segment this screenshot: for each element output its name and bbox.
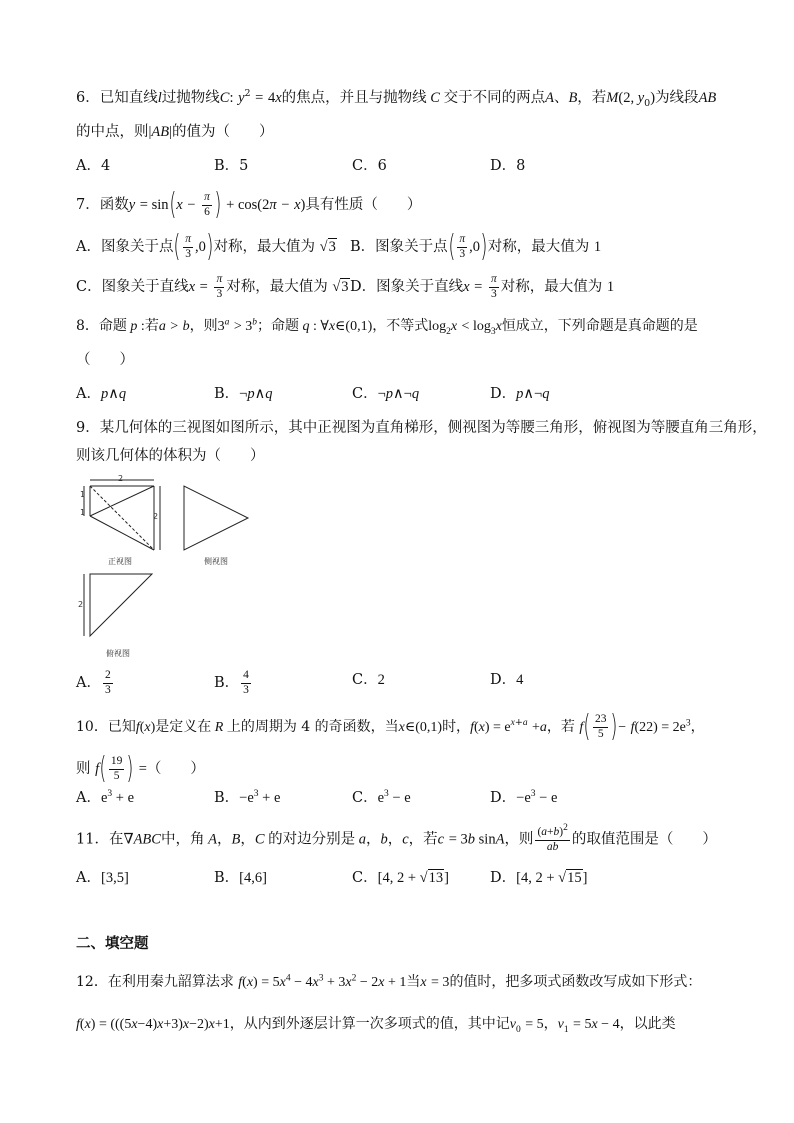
q11-option-c: C．[4, 2 + √13] xyxy=(352,870,449,886)
q11-option-b: B．[4,6] xyxy=(214,870,267,886)
q10-line2: 则 f( $\frac{19}{5}$ ) =（ ） xyxy=(76,751,205,786)
q6-option-d: D．8 xyxy=(490,158,526,174)
q9-line2: 则该几何体的体积为（ ） xyxy=(76,448,265,464)
dim-left2-label: 1 xyxy=(80,508,86,517)
dim-left-label: 1 xyxy=(80,490,86,499)
q7-stem: 7．函数y = sin(x − $\frac{\pi}{6}$ ) + cos(2π − x)具有性质（ ） xyxy=(76,187,422,222)
dim-top-view-label: 2 xyxy=(78,600,84,609)
q6-line1: 6．已知直线l过抛物线C: $y^2 = 4x$的焦点，并且与抛物线 C 交于不同的两点A、B，若M(2, $y_0$)为线段AB xyxy=(76,88,717,109)
q6-line2: 的中点，则|AB|的值为（ ） xyxy=(76,124,274,140)
q10-option-d: D．$-e^3 - e$ xyxy=(490,789,558,806)
q10-option-a: A．$e^3 + e$ xyxy=(76,789,135,806)
three-view-figure xyxy=(72,474,262,664)
q9-option-a: A． $\frac{2}{3}$ xyxy=(76,669,111,696)
q6-option-b: B．5 xyxy=(214,158,249,174)
q8-option-c: C．¬p∧¬q xyxy=(352,386,420,402)
q12-line2: f(x) = (((5x−4)x+3)x−2)x+1，从内到外逐层计算一次多项式的值，其中记$v_0 = 5$，$v_1 = 5x - 4$，以此类 xyxy=(76,1016,676,1035)
q11-option-a: A．[3,5] xyxy=(76,870,129,886)
side-view-caption: 侧视图 xyxy=(204,557,228,566)
q6-option-c: C．6 xyxy=(352,158,387,174)
q9-option-b: B． $\frac{4}{3}$ xyxy=(214,669,249,696)
q8-line1: 8．命题 p :若a > b，则$3^a > 3^b$；命题 q : ∀x∈(0,1)，不等式$\log_2x < \log_3x$恒成立，下列命题是真命题的是 xyxy=(76,317,698,337)
q8-option-b: B．¬p∧q xyxy=(214,386,273,402)
q9-option-d: D．4 xyxy=(490,672,524,688)
q10-option-b: B．$-e^3 + e$ xyxy=(214,789,281,806)
top-view xyxy=(84,574,152,636)
exam-page: 6．已知直线l过抛物线C: $y^2 = 4x$的焦点，并且与抛物线 C 交于不同的两点A、B，若M(2, $y_0$)为线段AB 的中点，则|AB|的值为（ ） A．4 B．5 C．6 D．8 7．函数y = sin(x − $\frac{\pi}{6}$ ) + cos(2π − x)具有性质（ ） A．图象关于点( $\frac{\pi}{3}$ ,0)对称，最大值为 √3 B．图象关于点( $\frac{\pi}{3}$ ,0)对称，最大值为 1 C．图象关于直线x = $\frac{\pi}{3}$ 对称，最大值为 √3 D．图象关于直线x = $\frac{\pi}{3}$ 对称，最大值为 1 8．命题 p :若a > b，则$3^a > 3^b$；命题 q : ∀x∈(0,1)，不等式$\log_2x < \log_3x$恒成立，下列命题是真命题的是 （ ） A．p∧q B．¬p∧q C．¬p∧¬q D．p∧¬q 9．某几何体的三视图如图所示，其中正视图为直角梯形，侧视图为等腰三角形，俯视图为等腰直角三角形， 则该几何体的体积为（ ） 2 1 1 2 2 正视图 侧视图 俯视图 A． $\frac{2}{3}$ B． $\frac{4}{3}$ C．2 D．4 10．已知f(x)是定义在 R 上的周期为 4 的奇函数，当x∈(0,1)时，$f(x) = e^{x+a} +a$，若 f( $\frac{23}{5}$ )− $f(22) = 2e^3$， 则 f( $\frac{19}{5}$ ) =（ ） A．$e^3 + e$ B．$-e^3 + e$ C．$e^3 - e$ D．$-e^3 - e$ 11．在∇ABC中，角 A，B，C 的对边分别是 a，b，c，若c = 3b sinA，则 $\frac{(a+b)^2}{ab}$ 的取值范围是（ ） A．[3,5] B．[4,6] C．[4, 2 + √13] D．[4, 2 + √15] 二、填空题 12．在利用秦九韶算法求 $f(x) = 5x^4 - 4x^3 + 3x^2 - 2x + 1$当x = 3的值时，把多项式函数改写成如下形式： f(x) = (((5x−4)x+3)x−2)x+1，从内到外逐层计算一次多项式的值，其中记$v_0 = 5$，$v_1 = 5x - 4$，以此类 xyxy=(0,0,794,1123)
q10-line1: 10．已知f(x)是定义在 R 上的周期为 4 的奇函数，当x∈(0,1)时，$f(x) = e^{x+a} +a$，若 f( $\frac{23}{5}$ )− $f(22) = 2e^3$， xyxy=(76,709,705,744)
front-view xyxy=(84,480,160,550)
dim-top-label: 2 xyxy=(118,474,124,483)
section-title-fill-in: 二、填空题 xyxy=(76,936,149,952)
q8-line2: （ ） xyxy=(76,352,134,368)
q8-option-d: D．p∧¬q xyxy=(490,386,550,402)
top-view-caption: 俯视图 xyxy=(106,649,130,658)
q12-line1: 12．在利用秦九韶算法求 $f(x) = 5x^4 - 4x^3 + 3x^2 - 2x + 1$当x = 3的值时，把多项式函数改写成如下形式： xyxy=(76,973,702,990)
q8-option-a: A．p∧q xyxy=(76,386,127,402)
side-view xyxy=(184,486,248,550)
q6-option-a: A．4 xyxy=(76,158,111,174)
q11-option-d: D．[4, 2 + √15] xyxy=(490,870,588,886)
q11-line1: 11．在∇ABC中，角 A，B，C 的对边分别是 a，b，c，若c = 3b sinA，则 $\frac{(a+b)^2}{ab}$ 的取值范围是（ ） xyxy=(76,823,717,853)
q10-option-c: C．$e^3 - e$ xyxy=(352,789,411,806)
dim-right-label: 2 xyxy=(153,512,159,521)
q9-option-c: C．2 xyxy=(352,672,385,688)
q9-line1: 9．某几何体的三视图如图所示，其中正视图为直角梯形，侧视图为等腰三角形，俯视图为等腰直角三角形， xyxy=(76,420,767,436)
front-view-caption: 正视图 xyxy=(108,557,132,566)
